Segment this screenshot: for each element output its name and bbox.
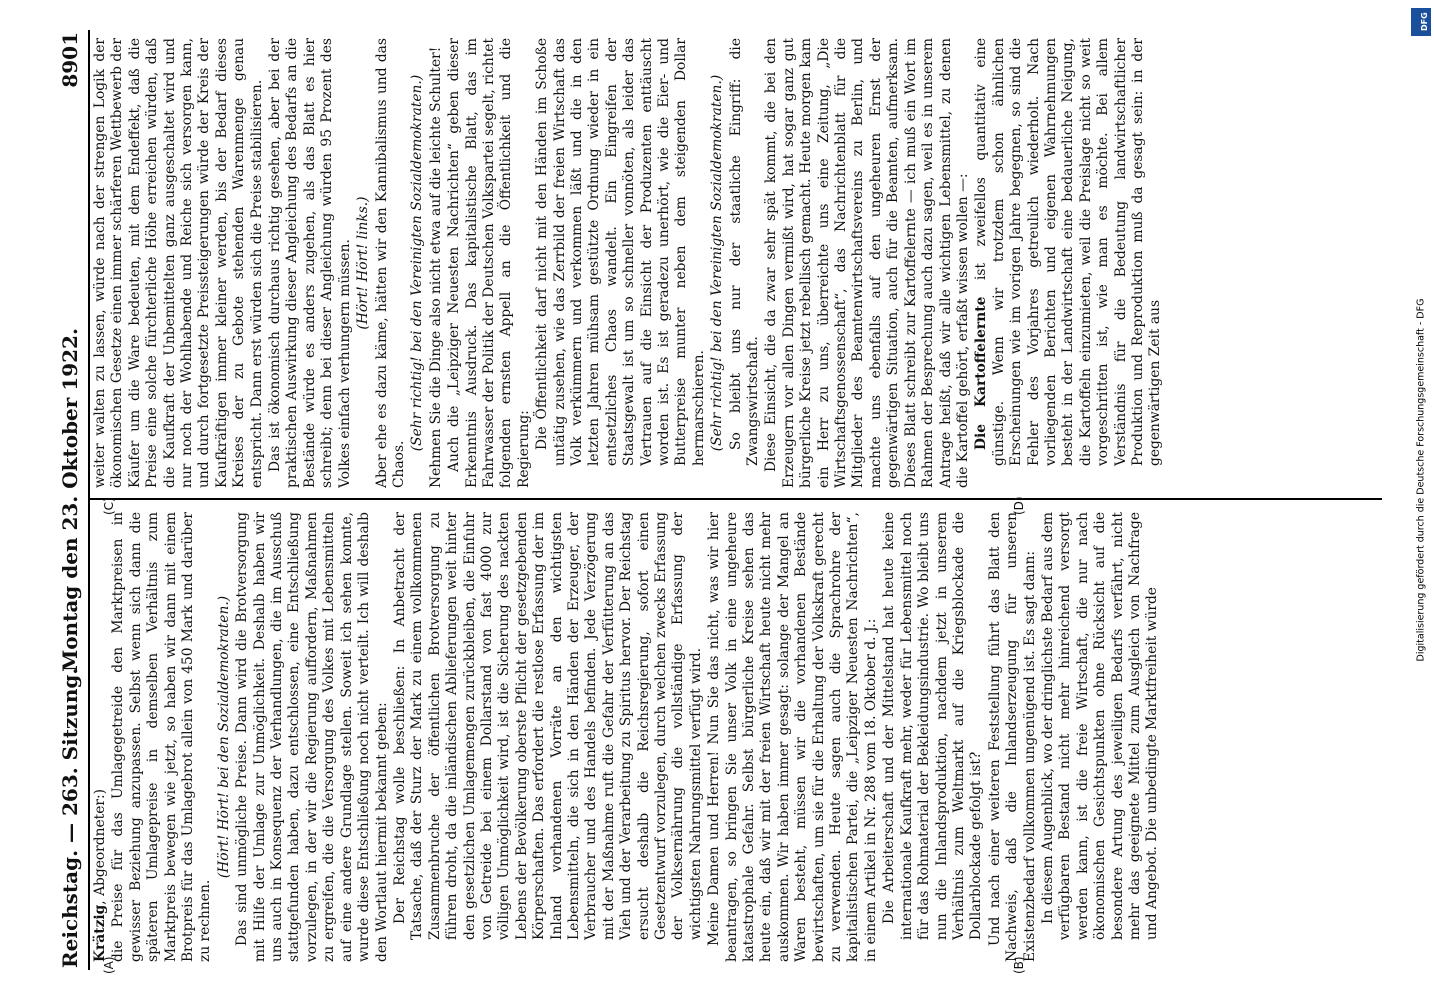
right-column-paragraph (973, 38, 1164, 488)
right-column-paragraph: weiter walten zu lassen, würde nach der strengen Logik der ökonomischen Gesetze einen immer schärferen Wettbewerb der Käufer um die Ware bedeuten, mit dem Endeffekt, daß die Preise eine solche fürchterliche Höhe erreichen würden, daß die Kaufkraft der Unbemittelten ganz ausgeschaltet wird und nur noch der Wohlhabende und Reiche sich versorgen kann, und durch fortgesetzte Preissteigerungen würde der Kreis der Kaufkräftigen immer kleiner werden, bis der Bedarf dieses Kreises der zu Gebote stehenden Warenmenge genau entspricht. Dann erst würden sich die Preise stabilisieren. (92, 38, 265, 488)
right-column-paragraph: So bleibt uns nur der staatliche Eingriff: die Zwangswirtschaft. (727, 38, 762, 466)
dfg-logo: DFG (1411, 8, 1431, 36)
right-column-paragraph: Nehmen Sie die Dinge also nicht etwa auf die leichte Schulter! (427, 46, 444, 488)
left-column-paragraph: Und nach einer weiteren Feststellung führt das Blatt den Nachweis, daß die Inlandserzeugung für unseren Existenzbedarf vollkommen ungenügend ist. Es sagt dann: (986, 512, 1038, 962)
paragraph-text: ist zweifellos quantitativ eine günstige. Wenn wir trotzdem schon ähnlichen Erscheinungen wie im vorigen Jahre begegnen, so sind die Fehler des Vorjahres getreulich wiederholt. Nach vorliegenden Berichten und eigenen Wahrnehmungen besteht in der Landwirtschaft eine bedauerliche Neigung, die Kartoffeln einzumieten, weil die Preislage nicht so weit vorgeschritten ist, wie man es möchte. Bei allem Verständnis für die Bedeutung landwirtschaftlicher Produktion und Reproduktion muß da gesagt sein: in der gegenwärtigen Zeit aus (973, 38, 1164, 466)
page-header (52, 30, 90, 970)
left-column-paragraph: (Hört! Hört! bei den Sozialdemokraten.) (215, 595, 232, 879)
right-column-paragraph: (Hört! Hört! links.) (355, 196, 372, 330)
right-column-paragraph: (Sehr richtig! bei den Vereinigten Sozialdemokraten.) (409, 74, 426, 452)
digitization-credit: Digitalisierung gefördert durch die Deutsche Forschungsgemeinschaft - DFG (1415, 298, 1427, 662)
right-column-paragraph: Die Öffentlichkeit darf nicht mit den Händen im Schoße untätig zusehen, wie das Zerrbild der freien Wirtschaft das Volk verkümmern und verkommen läßt und die in den letzten Jahren mühsam gestützte Ordnung wieder in ein entsetzliches Chaos wandelt. Ein Eingreifen der Staatsgewalt ist um so schneller vonnöten, als leider das Vertrauen auf die Einsicht der Produzenten enttäuscht worden ist. Es ist geradezu unerhört, wie die Eier- und Butterpreise munter neben dem steigenden Dollar hermarschieren. (534, 38, 707, 466)
speaker-role: , Abgeordneter:) (92, 789, 108, 905)
margin-mark-d: (D) (1012, 496, 1026, 515)
left-column-paragraph: Meine Damen und Herren! Nun Sie das nicht, was wir hier beantragen, so bringen Sie unser Volk in eine ungeheure katastrophale Gefahr. Selbst bürgerliche Kreise sehen das heute ein, daß wir mit der freien Wirtschaft heute nicht mehr auskommen. Wir haben immer gesagt: solange der Mangel an Waren besteht, müssen wir die vorhandenen Bestände bewirtschaften, um sie für die Erhaltung der Volkskraft gerecht zu verwenden. Heute sagen auch die Sprachrohre der kapitalistischen Partei, die „Leipziger Neuesten Nachrichten“, in einem Artikel in Nr. 288 vom 18. Oktober d. J.: (706, 512, 879, 962)
left-column-paragraph: Das sind unmögliche Preise. Dann wird die Brotversorgung mit Hilfe der Umlage zur Unmöglichkeit. Deshalb haben wir uns auch in Konsequenz der Verhandlungen, die im Ausschuß stattgefunden haben, dazu entschlossen, eine Entschließung vorzulegen, in der wir die Regierung auffordern, Maßnahmen zu ergreifen, die die Versorgung des Volkes mit Lebensmitteln auf eine andere Grundlage stellen. Soweit ich sehen konnte, wurde diese Entschließung noch nicht verteilt. Ich will deshalb den Wortlaut hiermit bekannt geben: (234, 512, 390, 962)
left-column-paragraph: die Preise für das Umlagegetreide den Marktpreisen in gewisser Beziehung anzupassen. Selbst wenn sich dann die späteren Umlagepreise in demselben Verhältnis zum Marktpreis bewegen wie jetzt, so haben wir dann mit einem Brotpreis für das Umlagebrot allein von 450 Mark und darüber zu rechnen. (110, 512, 214, 962)
header-page-number: 8901 (58, 32, 82, 88)
left-column-paragraph (92, 512, 109, 962)
right-column-paragraph: Diese Einsicht, die da zwar sehr spät kommt, die bei den Erzeugern vor allen Dingen vermißt wird, hat sogar ganz gut bürgerliche Kreise jetzt rebellisch gemacht. Heute morgen kam ein Herr zu uns, überreichte uns eine Zeitung, „Die Wirtschaftsgenossenschaft“, das Nachrichtenblatt für die Mitglieder des Beamtenwirtschaftsvereins zu Berlin, und machte uns ebenfalls auf den ungeheuren Ernst der gegenwärtigen Situation, auch für die Beamten, aufmerksam. Dieses Blatt schreibt zur Kartoffelernte — ich muß ein Wort im Rahmen der Besprechung auch dazu sagen, weil es in unserem Antrage heißt, daß wir alle wichtigen Lebensmittel, zu denen die Kartoffel gehört, erfaßt wissen wollen —: (763, 38, 971, 488)
emphasis-text: Die Kartoffelernte (973, 296, 990, 450)
margin-mark-c: (C) (102, 497, 116, 515)
right-column-paragraph: Auch die „Leipziger Neuesten Nachrichten“ geben dieser Erkenntnis Ausdruck. Das kapitalistische Blatt, das im Fahrwasser der Politik der Deutschen Volkspartei segelt, richtet folgenden ernsten Appell an die Öffentlichkeit und die Regierung: (446, 38, 532, 488)
left-column-paragraph: Der Reichstag wolle beschließen: In Anbetracht der Tatsache, daß der Sturz der Mark zu einem vollkommenen Zusammenbruche der öffentlichen Brotversorgung zu führen droht, da die inländischen Ablieferungen weit hinter den gesetzlichen Umlagemengen zurückbleiben, die Einfuhr von Getreide bei einem Dollarstand von fast 4000 zur völligen Unmöglichkeit wird, ist die Sicherung des nackten Lebens der Bevölkerung oberste Pflicht der gesetzgebenden Körperschaften. Das erfordert die restlose Erfassung der im Inland vorhandenen Vorräte an den wichtigsten Lebensmitteln, die sich in den Händen der Erzeuger, der Verbraucher und des Handels befinden. Jede Verzögerung mit der Maßnahme ruft die Gefahr der Verfütterung an das Vieh und der Verarbeitung zu Spiritus hervor. Der Reichstag ersucht deshalb die Reichsregierung, sofort einen Gesetzentwurf vorzulegen, durch welchen zwecks Erfassung der Volksernährung die vollständige Erfassung der wichtigsten Nahrungsmittel verfügt wird. (391, 512, 704, 940)
margin-mark-b: (B) (1012, 956, 1026, 974)
left-column-paragraph: Die Arbeiterschaft und der Mittelstand hat heute keine internationale Kaufkraft mehr, weder für Lebensmittel noch für das Rohmaterial der Bekleidungsindustrie. Wo bleibt uns nun die Inlandsproduktion, nachdem jetzt in unserem Verhältnis zum Weltmarkt auf die Kriegsblockade die Dollarblockade gefolgt ist? (881, 512, 985, 940)
credit-strip (1408, 0, 1434, 1000)
speaker-name: Krätzig (92, 904, 108, 962)
right-column-paragraph: Aber ehe es dazu käme, hätten wir den Kannibalismus und das Chaos. (373, 38, 407, 488)
header-session: Reichstag. — 263. Sitzung. (58, 667, 82, 968)
header-date: Montag den 23. Oktober 1922. (58, 328, 82, 672)
column-divider (88, 498, 1382, 500)
left-text-column (92, 512, 1380, 962)
left-column-paragraph: In diesem Augenblick, wo der dringlichste Bedarf aus dem verfügbaren Bestand nicht mehr hinreichend versorgt werden kann, ist die freie Wirtschaft, die nur nach ökonomischen Gesichtspunkten ohne Rücksicht auf die besondere Artung des jeweiligen Bedarfs verfährt, nicht mehr das geeignete Mittel zum Ausgleich von Nachfrage und Angebot. Die unbedingte Marktfreiheit würde (1039, 512, 1161, 940)
margin-mark-a: (A) (102, 956, 116, 974)
right-column-paragraph: Das ist ökonomisch durchaus richtig gesehen, aber bei der praktischen Auswirkung dieser Angleichung des Bedarfs an die Bestände würde es anders zugehen, als das Blatt es hier schreibt; denn bei dieser Angleichung würden 95 Prozent des Volkes einfach verhungern müssen. (267, 38, 353, 488)
right-column-paragraph: (Sehr richtig! bei den Vereinigten Sozialdemokraten.) (709, 74, 726, 452)
rotated-document-page (52, 30, 1382, 974)
right-text-column (92, 38, 1380, 488)
